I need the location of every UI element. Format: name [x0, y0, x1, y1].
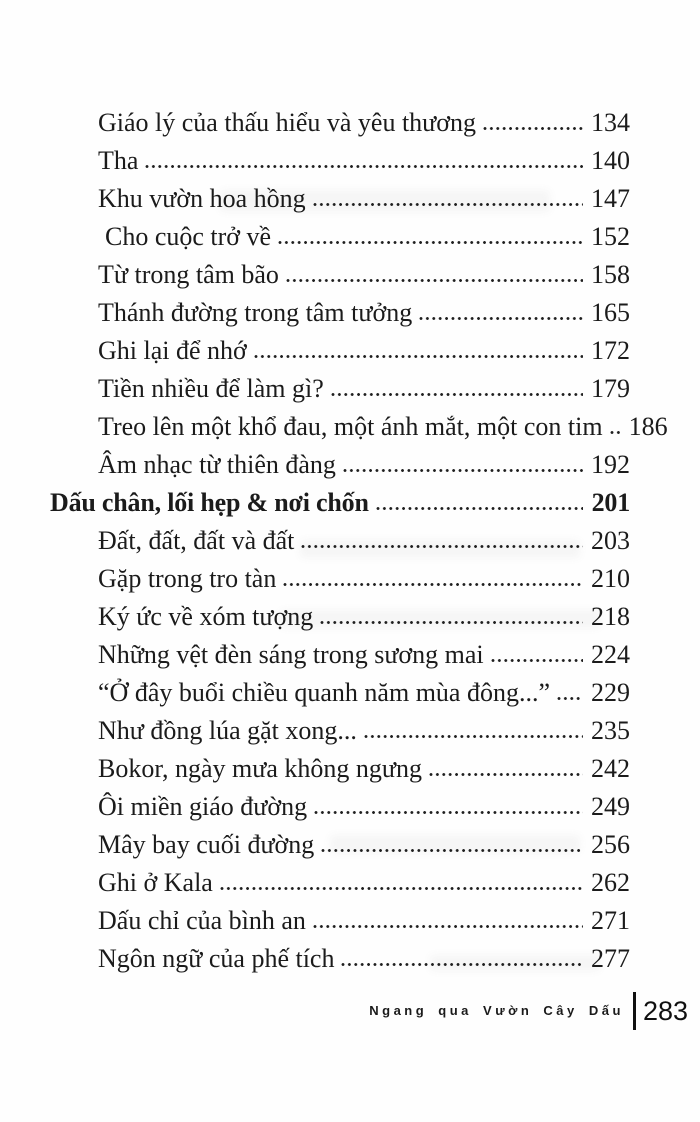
toc-row [50, 294, 630, 332]
toc-title: Cho cuộc trở về [105, 222, 272, 251]
toc-row [50, 370, 630, 408]
toc-row [50, 598, 630, 636]
toc-title: Gặp trong tro tàn [98, 564, 277, 593]
toc-dot-leader [144, 164, 583, 169]
toc-title: Dấu chân, lối hẹp & nơi chốn [50, 488, 369, 517]
toc-title: Khu vườn hoa hồng [98, 184, 306, 213]
toc-dot-leader [363, 734, 583, 739]
toc-title: Tiền nhiều để làm gì? [98, 374, 324, 403]
toc-page-number: 229 [591, 678, 630, 707]
toc-page-number: 152 [591, 222, 630, 251]
toc-row [50, 218, 630, 256]
toc-title: Thánh đường trong tâm tưởng [98, 298, 413, 327]
toc-page-number: 262 [591, 868, 630, 897]
toc-page-number: 218 [591, 602, 630, 631]
toc-page-number: 277 [591, 944, 630, 973]
toc-page-number: 242 [591, 754, 630, 783]
toc-row [50, 750, 630, 788]
toc-dot-leader [253, 354, 583, 359]
toc-row [50, 864, 630, 902]
toc-title: Như đồng lúa gặt xong... [98, 716, 357, 745]
toc-dot-leader [282, 582, 583, 587]
toc-page-number: 256 [591, 830, 630, 859]
toc-title: Dấu chỉ của bình an [98, 906, 306, 935]
toc-row [50, 902, 630, 940]
toc-row [50, 636, 630, 674]
toc-title: Đất, đất, đất và đất [98, 526, 295, 555]
toc-title: Âm nhạc từ thiên đàng [98, 450, 336, 479]
toc-dot-leader [285, 278, 583, 283]
toc-dot-leader [340, 962, 583, 967]
toc-title: Ôi miền giáo đường [98, 792, 308, 821]
footer-page-number: 283 [642, 995, 688, 1026]
toc-row [50, 674, 630, 712]
toc-dot-leader [482, 126, 583, 131]
toc-row [50, 788, 630, 826]
toc-page-number: 165 [591, 298, 630, 327]
toc-row [50, 560, 630, 598]
toc-title: Tha [98, 146, 139, 175]
toc-title: Ký ức về xóm tượng [98, 602, 314, 631]
toc-dot-leader [300, 544, 583, 549]
toc-page-number: 134 [591, 108, 630, 137]
toc-page-number: 235 [591, 716, 630, 745]
toc-dot-leader [319, 620, 583, 625]
toc-list [50, 104, 668, 978]
toc-page-number: 203 [591, 526, 630, 555]
toc-page-number: 172 [591, 336, 630, 365]
toc-title: “Ở đây buổi chiều quanh năm mùa đông...” [98, 678, 550, 707]
toc-row [50, 940, 630, 978]
toc-page-number: 210 [591, 564, 630, 593]
toc-dot-leader [556, 696, 583, 701]
toc-title: Từ trong tâm bão [98, 260, 279, 289]
toc-dot-leader [342, 468, 583, 473]
toc-dot-leader [375, 506, 583, 511]
toc-row [50, 408, 668, 446]
toc-row [50, 104, 630, 142]
toc-title: Giáo lý của thấu hiểu và yêu thương [98, 108, 477, 137]
toc-title: Treo lên một khổ đau, một ánh mắt, một con tim [98, 412, 603, 441]
toc-page-number: 201 [591, 488, 630, 517]
toc-title: Ghi lại để nhớ [98, 336, 247, 365]
toc-row [50, 332, 630, 370]
toc-row [50, 446, 630, 484]
footer-divider-bar [633, 992, 636, 1030]
toc-page-number: 179 [591, 374, 630, 403]
toc-dot-leader [320, 848, 583, 853]
toc-row [50, 142, 630, 180]
toc-title: Ngôn ngữ của phế tích [98, 944, 335, 973]
toc-dot-leader [428, 772, 583, 777]
toc-row [50, 522, 630, 560]
toc-page-number: 140 [591, 146, 630, 175]
footer-book-title: Ngang qua Vườn Cây Dấu [369, 1002, 624, 1018]
toc-dot-leader [330, 392, 583, 397]
toc-page-number: 192 [591, 450, 630, 479]
toc-title: Ghi ở Kala [98, 868, 213, 897]
toc-dot-leader [490, 658, 583, 663]
toc-row [50, 826, 630, 864]
toc-title: Bokor, ngày mưa không ngưng [98, 754, 422, 783]
toc-dot-leader [418, 316, 583, 321]
toc-page-number: 249 [591, 792, 630, 821]
toc-page-number: 186 [628, 412, 668, 441]
toc-row [50, 484, 630, 522]
toc-row [50, 256, 630, 294]
toc-page-number: 158 [591, 260, 630, 289]
page-footer [369, 992, 688, 1030]
toc-page-number: 271 [591, 906, 630, 935]
toc-dot-leader [313, 810, 583, 815]
toc-dot-leader [219, 886, 583, 891]
toc-dot-leader [609, 430, 621, 435]
toc-title: Mây bay cuối đường [98, 830, 315, 859]
toc-dot-leader [277, 240, 583, 245]
toc-page-number: 147 [591, 184, 630, 213]
toc-title: Những vệt đèn sáng trong sương mai [98, 640, 484, 669]
toc-page-number: 224 [591, 640, 630, 669]
toc-row [50, 180, 630, 218]
toc-dot-leader [312, 202, 583, 207]
toc-row [50, 712, 630, 750]
toc-dot-leader [312, 924, 583, 929]
